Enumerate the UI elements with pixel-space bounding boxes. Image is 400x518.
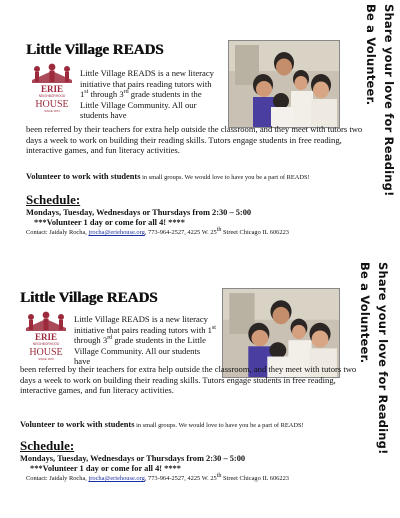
- students-photo: [228, 40, 340, 128]
- schedule-heading: Schedule:: [26, 192, 81, 207]
- logo-erie-text: ERIE: [34, 332, 58, 342]
- intro-text-a: Little Village READS is a new literacy initiative that pairs reading tutors with 1: [74, 314, 212, 335]
- logo-tag-text: SINCE 1870: [44, 109, 60, 113]
- intro-paragraph: [74, 314, 216, 367]
- body-paragraph: been referred by their teachers for extra help outside the classroom, and they meet with tutors two days a week to work on building their reading skills. Tutors engage students in free reading, interactive games, and fun literacy activities.: [26, 124, 363, 156]
- contact-line: [26, 226, 376, 237]
- contact-address-b: Street Chicago IL 606223: [221, 475, 289, 482]
- side-share-text: Share your love for Reading!: [376, 262, 390, 455]
- flyer-bottom: [0, 258, 400, 508]
- contact-sup: th: [216, 226, 222, 233]
- intro-sup-1: st: [211, 324, 216, 331]
- side-banner: [356, 4, 396, 244]
- contact-address-a: , 773-964-2527, 4225 W. 25: [144, 229, 217, 236]
- volunteer-rest: in small groups. We would love to have you be a part of READS!: [134, 422, 304, 429]
- contact-address-b: Street Chicago IL 606223: [221, 229, 289, 236]
- schedule-times: Mondays, Tuesday, Wednesdays or Thursdays from 2:30 – 5:00: [20, 454, 246, 463]
- intro-text-b: through 3: [74, 335, 108, 346]
- intro-text-c: grade students in the Little Village Community. All our students have: [74, 335, 206, 367]
- intro-text-c: grade students in the Little Village Community. All our students have: [80, 89, 202, 121]
- volunteer-bold: Volunteer to work with students: [26, 172, 141, 181]
- intro-sup-2: rd: [123, 89, 129, 96]
- contact-line: [26, 472, 376, 483]
- contact-sup: th: [216, 472, 222, 479]
- side-share-text: Share your love for Reading!: [382, 4, 396, 197]
- logo-house-text: HOUSE: [35, 99, 69, 110]
- contact-prefix: Contact: Jaidaly Rocha,: [26, 229, 89, 236]
- flyer-title: Little Village READS: [20, 290, 158, 306]
- body-paragraph: been referred by their teachers for extra help outside the classroom, and they meet with tutors two days a week to work on building their reading skills. Tutors engage students in free reading, interactive games, and fun literacy activities.: [20, 364, 357, 396]
- contact-prefix: Contact: Jaidaly Rocha,: [26, 475, 89, 482]
- volunteer-line: [20, 420, 370, 431]
- logo-erie-text: ERIE: [40, 84, 64, 94]
- intro-sup-2: rd: [107, 335, 113, 342]
- intro-sup-1: st: [84, 89, 89, 96]
- erie-house-logo: [22, 310, 70, 362]
- volunteer-bold: Volunteer to work with students: [20, 420, 135, 429]
- schedule-times: Mondays, Tuesday, Wednesdays or Thursdays from 2:30 – 5:00: [26, 208, 252, 217]
- contact-address-a: , 773-964-2527, 4225 W. 25: [144, 475, 217, 482]
- logo-tag-text: SINCE 1870: [38, 357, 54, 361]
- volunteer-rest: in small groups. We would love to have you be a part of READS!: [140, 174, 310, 181]
- volunteer-line: [26, 172, 376, 183]
- erie-house-logo: [28, 62, 76, 114]
- schedule-heading: Schedule:: [20, 438, 75, 453]
- intro-text-a: Little Village READS is a new literacy initiative that pairs reading tutors with 1: [80, 68, 214, 100]
- side-volunteer-text: Be a Volunteer.: [364, 4, 378, 106]
- schedule-commitment: ***Volunteer 1 day or come for all 4! ****: [34, 218, 185, 227]
- flyer-top: [0, 0, 400, 250]
- erie-house-logo-graphic: [28, 62, 76, 114]
- contact-email-link[interactable]: jrocha@eriehouse.org: [88, 475, 145, 482]
- erie-house-logo-graphic: [22, 310, 70, 362]
- intro-paragraph: [80, 68, 218, 121]
- logo-neighborhood-text: NEIGHBORHOOD: [32, 342, 60, 346]
- side-volunteer-text: Be a Volunteer.: [358, 262, 372, 364]
- logo-neighborhood-text: NEIGHBORHOOD: [38, 94, 66, 98]
- side-banner: [350, 262, 390, 502]
- intro-text-b: through 3: [88, 89, 124, 100]
- flyer-title: Little Village READS: [26, 42, 164, 58]
- students-photo-image: [229, 41, 339, 127]
- logo-house-text: HOUSE: [29, 347, 63, 358]
- contact-email-link[interactable]: jrocha@eriehouse.org: [88, 229, 145, 236]
- schedule-commitment: ***Volunteer 1 day or come for all 4! ****: [30, 464, 181, 473]
